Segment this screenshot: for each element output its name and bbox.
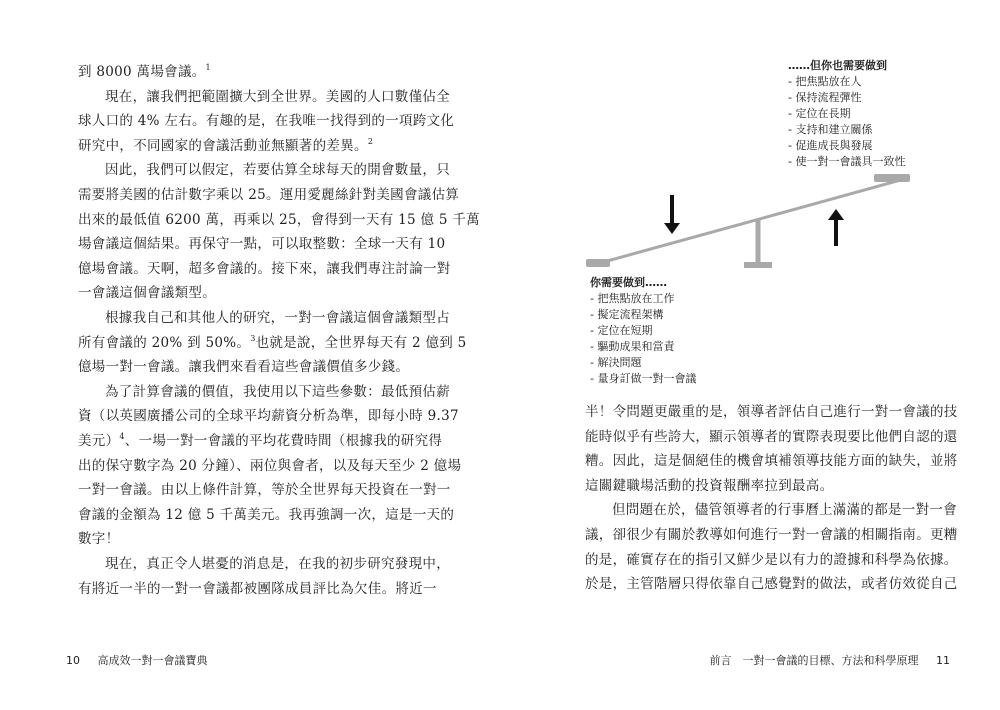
bottom-box-item: - 量身訂做一對一會議 xyxy=(590,372,697,385)
text-line-content: 會議的金額為 12 億 5 千萬美元。我再強調一次，這是一天的 xyxy=(78,506,455,523)
bottom-box-item: - 解決問題 xyxy=(590,356,642,369)
text-line-content: 一對一會議。由以上條件計算，等於全世界每天投資在一對一 xyxy=(78,482,451,499)
text-line xyxy=(585,402,958,422)
text-line-content: 到 8000 萬場會議。 xyxy=(78,64,206,80)
text-line-content: 為了計算會議的價值，我使用以下這些參數：最低預估薪 xyxy=(105,383,450,400)
text-line xyxy=(78,579,437,599)
text-line xyxy=(78,529,119,549)
beam-right-cap xyxy=(874,174,910,182)
text-line xyxy=(78,357,409,377)
bottom-box xyxy=(590,275,696,387)
text-line xyxy=(78,431,442,451)
text-line-content: 場會議這個結果。再保守一點，可以取整數：全球一天有 10 xyxy=(78,236,446,253)
seesaw-beam xyxy=(600,178,908,263)
seesaw-diagram xyxy=(560,50,940,390)
right-footer xyxy=(710,652,951,668)
beam-left-cap xyxy=(586,259,610,267)
text-line-content: 需要將美國的估計數字乘以 25。運用愛麗絲針對美國會議估算 xyxy=(78,187,460,203)
text-line xyxy=(78,111,454,131)
text-line-content: 因此，我們可以假定，若要估算全球每天的開會數量，只 xyxy=(105,162,450,179)
text-line-content: 糟。因此，這是個絕佳的機會填補領導技能方面的缺失，並將 xyxy=(585,453,958,470)
left-page-number: 10 xyxy=(66,654,80,667)
text-line xyxy=(585,550,958,570)
text-line xyxy=(78,505,454,525)
chapter-title: 前言 一對一會議的目標、方法和科學原理 xyxy=(709,654,919,667)
text-line xyxy=(612,500,957,520)
top-box-item: - 使一對一會議具一致性 xyxy=(788,155,906,168)
text-line-content: 資（以英國廣播公司的全球平均薪資分析為準，即每小時 9.37 xyxy=(78,408,459,425)
text-line xyxy=(78,259,451,279)
text-line-content: 半！令問題更嚴重的是，領導者評估自己進行一對一會議的技 xyxy=(585,404,958,420)
text-line xyxy=(78,234,445,254)
top-box xyxy=(788,58,905,170)
text-line xyxy=(585,525,958,545)
text-line-content: 能時似乎有些誇大，顯示領導者的實際表現要比他們自認的還 xyxy=(585,428,958,445)
text-line xyxy=(585,427,958,447)
top-box-heading: ……但你也需要做到 xyxy=(788,59,887,72)
text-line-content: 於是，主管階層只得依靠自己感覺對的做法，或者仿效從自己 xyxy=(585,576,958,593)
top-box-item: - 定位在長期 xyxy=(788,107,851,120)
text-line xyxy=(78,406,459,426)
top-box-item: - 把焦點放在人 xyxy=(788,75,862,88)
text-line-content: 球人口的 4% 左右。有趣的是，在我唯一找得到的一項跨文化 xyxy=(78,113,455,130)
bottom-box-item: - 定位在短期 xyxy=(590,324,653,337)
text-line-content: 的是，確實存在的指引又鮮少是以有力的證據和科學為依據。 xyxy=(585,551,958,568)
text-line xyxy=(585,574,958,594)
text-line-content: 一會議這個會議類型。 xyxy=(78,285,216,302)
text-line xyxy=(105,87,450,107)
text-line-content: 議，卻很少有關於教導如何進行一對一會議的相關指南。更糟 xyxy=(585,527,958,543)
text-line-content: 億場一對一會議。讓我們來看看這些會議價值多少錢。 xyxy=(78,359,410,376)
right-page-number: 11 xyxy=(936,654,950,667)
text-line xyxy=(105,554,450,574)
text-line-content: 有將近一半的一對一會議都被團隊成員評比為欠佳。將近一 xyxy=(78,580,437,597)
down-arrow-icon xyxy=(664,195,680,234)
left-footer xyxy=(66,652,208,668)
text-line xyxy=(585,451,958,471)
text-line xyxy=(78,333,467,353)
text-line-content: 研究中，不同國家的會議活動並無顯著的差異。 xyxy=(78,137,368,154)
footnote-marker: 1 xyxy=(205,63,211,72)
text-line-content: 現在，真正令人堪憂的消息是，在我的初步研究發現中， xyxy=(105,556,450,572)
text-line-content: 但問題在於，儘管領導者的行事曆上滿滿的都是一對一會 xyxy=(612,502,957,519)
text-line-continuation: 、一場一對一會議的平均花費時間（根據我的研究得 xyxy=(124,433,443,449)
bottom-box-item: - 驅動成果和當責 xyxy=(590,340,675,353)
text-line xyxy=(78,456,461,476)
top-box-item: - 促進成長與發展 xyxy=(788,139,873,152)
text-line xyxy=(105,308,450,328)
book-title: 高成效一對一會議寶典 xyxy=(97,654,208,667)
up-arrow-icon xyxy=(828,209,844,246)
text-line-content: 這關鍵職場活動的投資報酬率拉到最高。 xyxy=(585,477,834,494)
footnote-marker: 3 xyxy=(250,333,256,343)
text-line xyxy=(105,160,450,180)
text-line-content: 數字！ xyxy=(78,531,120,548)
text-line xyxy=(585,476,833,496)
text-line-content: 出來的最低值 6200 萬，再乘以 25，會得到一天有 15 億 5 千萬 xyxy=(78,211,480,228)
footnote-marker: 4 xyxy=(119,432,125,441)
text-line-continuation: 也就是說，全世界每天有 2 億到 5 xyxy=(255,334,467,351)
footnote-marker: 2 xyxy=(367,136,374,146)
bottom-box-heading: 你需要做到…… xyxy=(590,276,667,289)
text-line-content: 美元） xyxy=(78,433,120,449)
text-line xyxy=(78,62,211,82)
text-line xyxy=(78,210,480,230)
text-line-content: 出的保守數字為 20 分鐘）、兩位與會者，以及每天至少 2 億場 xyxy=(78,457,462,474)
text-line xyxy=(78,480,451,500)
top-box-item: - 支持和建立關係 xyxy=(788,123,873,136)
text-line-content: 現在，讓我們把範圍擴大到全世界。美國的人口數僅佔全 xyxy=(105,88,450,105)
bottom-box-item: - 把焦點放在工作 xyxy=(590,292,675,305)
bottom-box-item: - 擬定流程架構 xyxy=(590,308,664,321)
top-box-item: - 保持流程彈性 xyxy=(788,91,862,104)
fulcrum-base xyxy=(744,262,772,268)
text-line xyxy=(105,382,450,402)
text-line-content: 根據我自己和其他人的研究，一對一會議這個會議類型占 xyxy=(105,310,450,326)
text-line xyxy=(78,185,459,205)
text-line-content: 億場會議。天啊，超多會議的。接下來，讓我們專注討論一對 xyxy=(78,260,451,277)
text-line xyxy=(78,283,216,303)
text-line-content: 所有會議的 20% 到 50%。 xyxy=(78,334,251,351)
text-line xyxy=(78,136,373,156)
